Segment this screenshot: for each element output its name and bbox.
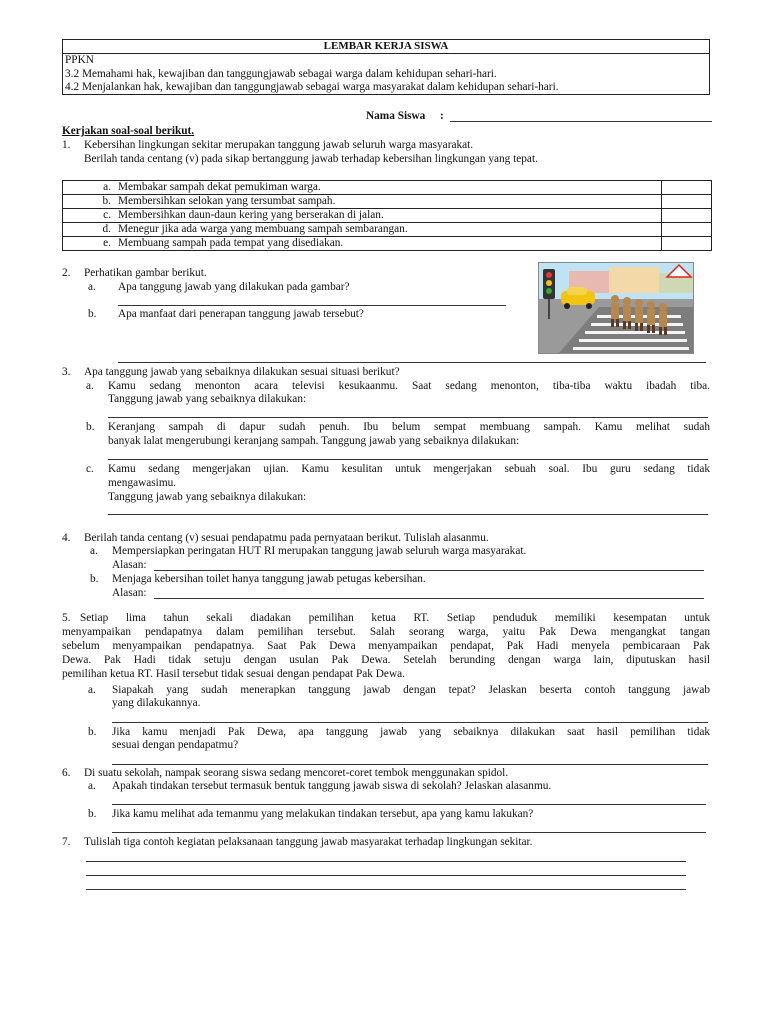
q1-option-text: Membuang sampah pada tempat yang disediakan. (118, 237, 662, 251)
q3b-line-1: Keranjang sampah di dapur sudah penuh. Ibu belum sempat membuang sampah. Kamu melihat sudah (108, 421, 710, 433)
q6b-label: b. (88, 808, 97, 820)
q1-checkbox-cell[interactable] (662, 195, 712, 209)
q5-line-3: sebelum menyampaikan pendapatnya. Saat Pak Dewa menyampaikan pendapat, Pak Hadi menyela pembicaraan Pak (62, 640, 710, 652)
q1-option-label: b. (63, 195, 119, 209)
q3c-line-2: mengawasimu. (108, 477, 177, 489)
q5a-line-2: yang dilakukannya. (112, 697, 201, 709)
q6a-label: a. (88, 780, 96, 792)
q7-text: Tulislah tiga contoh kegiatan pelaksanaan tanggung jawab masyarakat terhadap lingkungan sekitar. (84, 836, 533, 848)
q1-option-text: Membersihkan selokan yang tersumbat sampah. (118, 195, 662, 209)
q1-checkbox-cell[interactable] (662, 209, 712, 223)
street-scene-image (539, 263, 693, 353)
q1-option-row (63, 223, 712, 237)
q1-option-text: Membakar sampah dekat pemukiman warga. (118, 181, 662, 195)
q3a-answer-line[interactable] (108, 417, 708, 418)
q1-checkbox-cell[interactable] (662, 237, 712, 251)
q3-text: Apa tanggung jawab yang sebaiknya dilakukan sesuai situasi berikut? (84, 366, 400, 378)
q5b-answer-line[interactable] (112, 764, 708, 765)
q5-line-4: Dewa. Pak Hadi tidak setuju dengan usulan Pak Dewa. Setelah berunding dengan warga lain, diputuskan hasil (62, 654, 710, 666)
q2-number: 2. (62, 267, 71, 279)
q6a-answer-line[interactable] (112, 804, 706, 805)
q3c-label: c. (86, 463, 94, 475)
q3b-answer-line[interactable] (108, 459, 708, 460)
student-name-field[interactable] (450, 121, 712, 122)
q4b-reason-line[interactable] (154, 598, 704, 599)
q3c-line-1: Kamu sedang mengerjakan ujian. Kamu kesulitan untuk mengerjakan sebuah soal. Ibu guru sedang tidak (108, 463, 710, 475)
q7-answer-line[interactable] (86, 875, 686, 876)
q3-number: 3. (62, 366, 71, 378)
q1-text-2: Berilah tanda centang (v) pada sikap bertanggung jawab terhadap kebersihan lingkungan yang tepat. (84, 153, 538, 165)
q6-text: Di suatu sekolah, nampak seorang siswa sedang mencoret-coret tembok menggunakan spidol. (84, 767, 509, 779)
q7-number: 7. (62, 836, 71, 848)
q4b-reason-label: Alasan: (112, 587, 147, 599)
q2a-label: a. (88, 281, 96, 293)
q7-answer-line[interactable] (86, 889, 686, 890)
q2a-text: Apa tanggung jawab yang dilakukan pada gambar? (118, 281, 350, 293)
q1-text-1: Kebersihan lingkungan sekitar merupakan tanggung jawab seluruh warga masyarakat. (84, 139, 474, 151)
q3c-line-3: Tanggung jawab yang sebaiknya dilakukan: (108, 491, 307, 503)
worksheet-title: LEMBAR KERJA SISWA (63, 40, 709, 54)
q6b-answer-line[interactable] (112, 832, 706, 833)
q1-option-row (63, 181, 712, 195)
q5a-line-1: Siapakah yang sudah menerapkan tanggung jawab dengan tepat? Jelaskan beserta contoh tanggung jawab (112, 684, 710, 696)
zebra-crossing-illustration (538, 262, 694, 354)
q4b-label: b. (90, 573, 99, 585)
q4a-reason-label: Alasan: (112, 559, 147, 571)
q1-option-row (63, 209, 712, 223)
q2b-text: Apa manfaat dari penerapan tanggung jawab tersebut? (118, 308, 364, 320)
q2a-answer-line[interactable] (118, 305, 506, 306)
competency-4-2: 4.2 Menjalankan hak, kewajiban dan tanggungjawab sebagai warga masyarakat dalam kehidupan sehari-hari. (65, 81, 559, 93)
q7-answer-line[interactable] (86, 861, 686, 862)
q2-text: Perhatikan gambar berikut. (84, 267, 207, 279)
q6a-text: Apakah tindakan tersebut termasuk bentuk tanggung jawab siswa di sekolah? Jelaskan alasanmu. (112, 780, 552, 792)
q5-number: 5. (62, 612, 71, 624)
q1-option-label: e. (63, 237, 119, 251)
q5a-answer-line[interactable] (112, 722, 708, 723)
q5b-line-2: sesuai dengan pendapatmu? (112, 739, 239, 751)
q4-text: Berilah tanda centang (v) sesuai pendapatmu pada pernyataan berikut. Tulislah alasanmu. (84, 532, 489, 544)
q4a-text: Mempersiapkan peringatan HUT RI merupakan tanggung jawab seluruh warga masyarakat. (112, 545, 527, 557)
q1-option-row (63, 237, 712, 251)
q5-line-2: menyampaikan pendapatnya dalam pemilihan tersebut. Salah seorang warga, yaitu Pak Dewa mengangkat tangan (62, 626, 710, 638)
header-box (62, 39, 710, 95)
q3b-line-2: banyak lalat mengerubungi keranjang sampah. Tanggung jawab yang sebaiknya dilakukan: (108, 435, 520, 447)
subject-label: PPKN (65, 54, 94, 66)
q6b-text: Jika kamu melihat ada temanmu yang melakukan tindakan tersebut, apa yang kamu lakukan? (112, 808, 534, 820)
student-name-colon: : (440, 110, 444, 122)
q5a-label: a. (88, 684, 96, 696)
q4a-label: a. (90, 545, 98, 557)
q1-option-row (63, 195, 712, 209)
q1-option-text: Menegur jika ada warga yang membuang sampah sembarangan. (118, 223, 662, 237)
q1-option-text: Membersihkan daun-daun kering yang berserakan di jalan. (118, 209, 662, 223)
q5b-line-1: Jika kamu menjadi Pak Dewa, apa tanggung jawab yang sebaiknya dilakukan saat hasil pemilihan tidak (112, 726, 710, 738)
q4a-reason-line[interactable] (154, 570, 704, 571)
competency-3-2: 3.2 Memahami hak, kewajiban dan tanggungjawab sebagai warga dalam kehidupan sehari-hari. (65, 67, 497, 80)
q6-number: 6. (62, 767, 71, 779)
q2b-answer-line[interactable] (118, 362, 706, 363)
q4-number: 4. (62, 532, 71, 544)
q3a-line-1: Kamu sedang menonton acara televisi kesukaanmu. Saat sedang menonton, tiba-tiba waktu ibadah tiba. (108, 380, 710, 392)
q1-checkbox-cell[interactable] (662, 181, 712, 195)
q3a-line-2: Tanggung jawab yang sebaiknya dilakukan: (108, 393, 307, 405)
q1-option-label: a. (63, 181, 119, 195)
q1-checkbox-cell[interactable] (662, 223, 712, 237)
q5-line-1: Setiap lima tahun sekali diadakan pemilihan ketua RT. Setiap penduduk memiliki kesempatan untuk (80, 612, 710, 624)
q1-option-label: d. (63, 223, 119, 237)
student-name-label: Nama Siswa (366, 110, 426, 122)
q3c-answer-line[interactable] (108, 514, 708, 515)
q4b-text: Menjaga kebersihan toilet hanya tanggung jawab petugas kebersihan. (112, 573, 426, 585)
q1-option-label: c. (63, 209, 119, 223)
q1-number: 1. (62, 139, 71, 151)
q5-line-5: pemilihan ketua RT. Hasil tersebut tidak sesuai dengan pendapat Pak Dewa. (62, 668, 405, 680)
instruction-heading: Kerjakan soal-soal berikut. (62, 125, 195, 137)
q3a-label: a. (86, 380, 94, 392)
q3b-label: b. (86, 421, 95, 433)
q1-options-table (62, 180, 712, 251)
q5b-label: b. (88, 726, 97, 738)
q2b-label: b. (88, 308, 97, 320)
